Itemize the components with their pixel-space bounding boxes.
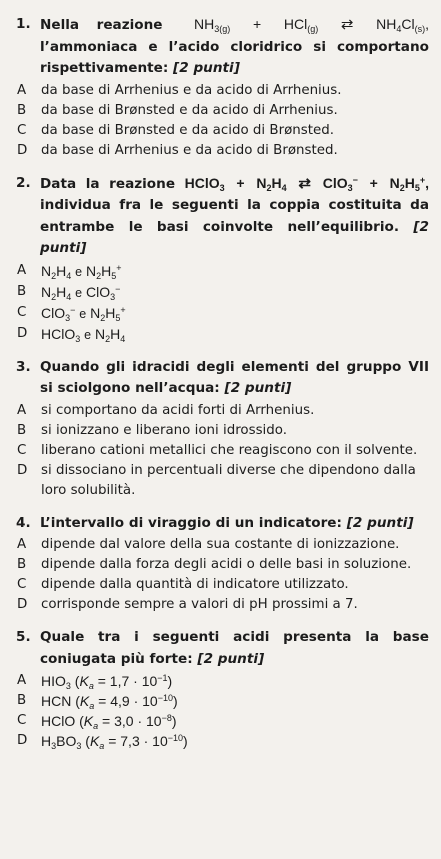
option-b[interactable]: B dipende dalla forza degli acidi o delle basi in soluzione. [17, 557, 412, 572]
option-d[interactable]: D da base di Arrhenius e da acido di Brønsted. [17, 142, 338, 158]
option-a[interactable]: A da base di Arrhenius e da acido di Arrhenius. [17, 82, 342, 98]
question-5-options [16, 671, 429, 751]
option-a[interactable]: A $HIO_3$ $(K_a = 1,7 \cdot 10^{-1})$ [17, 673, 173, 691]
reaction-equation-1: $NH_{3(g)} + HCl_{(g)}$ ⇄ $NH_4Cl_{(s)}$, [194, 16, 430, 34]
question-points: [2 punti] [346, 514, 414, 531]
question-2-tail: individua fra le seguenti la coppia costituita da entrambe le basi coinvolte nell’equilibrio. [40, 197, 429, 235]
question-number: 3. [16, 358, 31, 375]
question-number: 4. [16, 514, 31, 531]
question-3-options [16, 401, 429, 501]
question-number: 5. [16, 629, 31, 645]
question-2-stem [16, 173, 429, 260]
question-2-options [16, 261, 429, 345]
option-c[interactable]: C HClO $(K_a = 3,0 \cdot 10^{-8})$ [17, 713, 177, 731]
option-b[interactable]: B $N_2H_4$ e ClO$_3$− [17, 283, 121, 302]
option-b[interactable]: B HCN $(K_a = 4,9 \cdot 10^{-10})$ [17, 693, 178, 711]
option-b[interactable]: B si ionizzano e liberano ioni idrossido. [17, 422, 287, 438]
option-a[interactable]: A dipende dal valore della sua costante di ionizzazione. [17, 537, 400, 552]
option-c[interactable]: C da base di Brønsted e da acido di Brønsted. [17, 122, 334, 138]
option-b[interactable]: B da base di Brønsted e da acido di Arrhenius. [17, 102, 338, 118]
option-c[interactable]: C ClO$_3$− e $N_2H_5^+$ [17, 304, 126, 323]
question-1-stem [16, 14, 429, 80]
question-2-lead: Data la reazione [40, 175, 176, 192]
question-number: 1. [16, 16, 31, 32]
option-c[interactable]: C liberano cationi metallici che reagiscono con il solvente. [17, 442, 418, 458]
option-d[interactable]: D $H_3BO_3$ $(K_a = 7,3 \cdot 10^{-10})$ [17, 733, 188, 751]
question-1-tail: l’ammoniaca e l’acido cloridrico si comportano rispettivamente: [40, 38, 429, 76]
question-4-stem: 4. L’intervallo di viraggio di un indicatore: [2 punti] [16, 513, 429, 535]
question-2 [16, 173, 429, 345]
question-1 [16, 14, 429, 161]
question-points: [2 punti] [197, 650, 265, 667]
question-number: 2. [16, 174, 31, 191]
equilibrium-arrow-icon: ⇄ [298, 174, 311, 192]
option-c[interactable]: C dipende dalla quantità di indicatore utilizzato. [17, 577, 349, 592]
question-4 [16, 513, 429, 616]
question-5 [16, 627, 429, 751]
option-d[interactable]: D HClO$_3$ e $N_2H_4$ [17, 325, 126, 344]
option-a[interactable]: A $N_2H_4$ e $N_2H_5^+$ [17, 262, 122, 281]
question-points: [2 punti] [224, 380, 292, 396]
option-d[interactable]: D corrisponde sempre a valori di pH prossimi a 7. [17, 597, 358, 612]
question-3-stem: 3. Quando gli idracidi degli elementi del gruppo VII si sciolgono nell’acqua: [2 punti] [16, 357, 429, 400]
question-1-options [16, 81, 429, 161]
reaction-equation-2: HClO$_3$ + $N_2H_4$ ⇄ $ClO_3^- + N_2H_5^+$, [184, 174, 429, 193]
question-4-options [16, 535, 429, 615]
question-5-stem: 5. Quale tra i seguenti acidi presenta la base coniugata più forte: [2 punti] [16, 627, 429, 670]
question-points: [2 punti] [40, 218, 430, 256]
question-3 [16, 357, 429, 501]
option-d[interactable]: D si dissociano in percentuali diverse che dipendono dalla loro solubilità. [17, 462, 416, 498]
question-1-lead: Nella reazione [40, 17, 163, 33]
option-a[interactable]: A si comportano da acidi forti di Arrhenius. [17, 402, 315, 418]
equilibrium-arrow-icon: ⇄ [340, 16, 354, 33]
question-points: [2 punti] [173, 60, 240, 76]
